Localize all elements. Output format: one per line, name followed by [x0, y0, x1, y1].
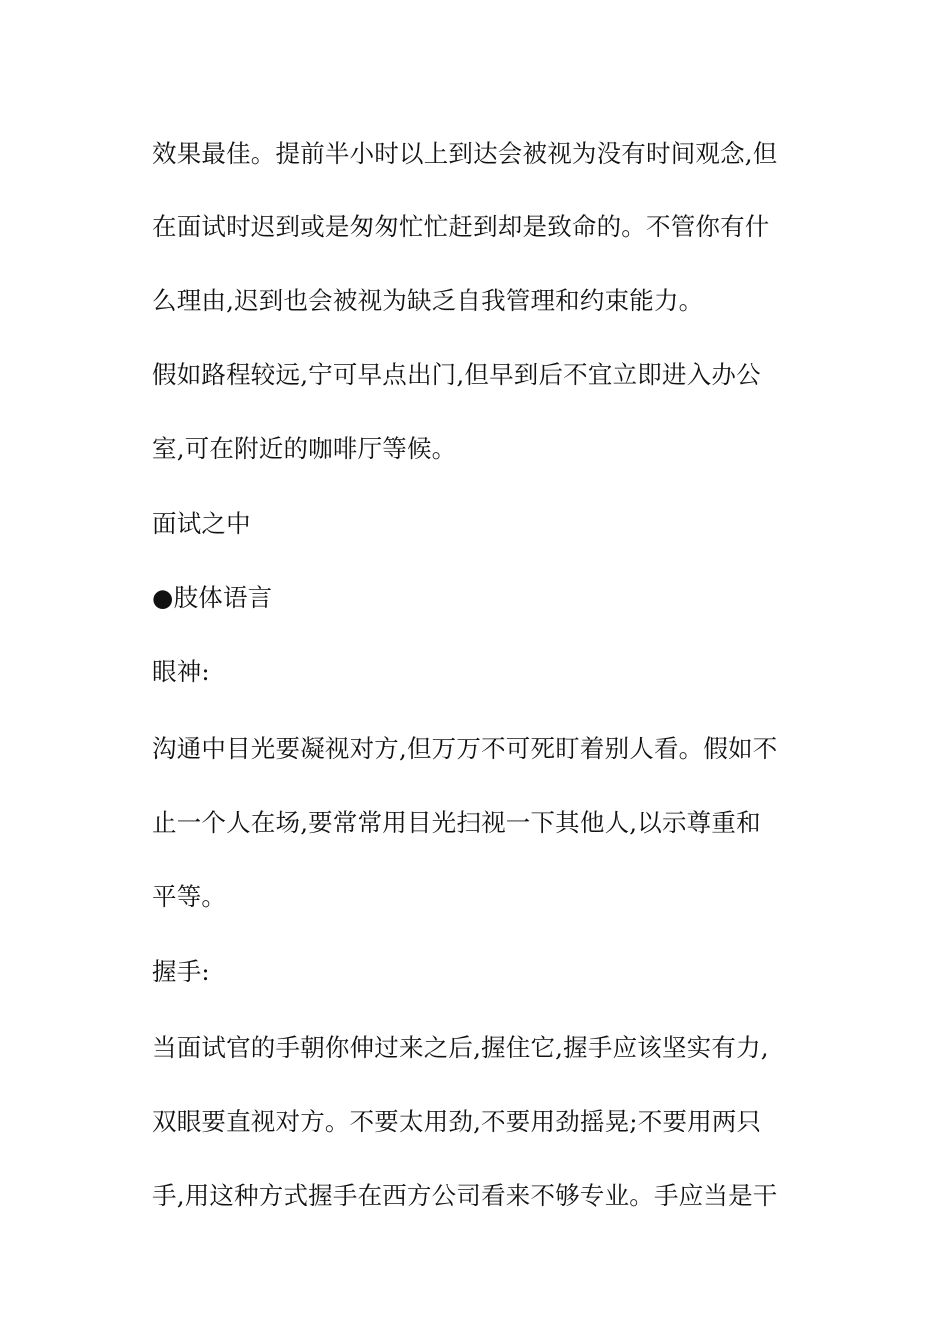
paragraph-2-line-2: 室,可在附近的咖啡厅等候。 — [152, 434, 457, 463]
paragraph-1-line-3: 么理由,迟到也会被视为缺乏自我管理和约束能力。 — [152, 286, 704, 315]
paragraph-3-line-3: 平等。 — [152, 882, 227, 911]
label-handshake: 握手: — [152, 957, 210, 986]
paragraph-3-line-2: 止一个人在场,要常常用目光扫视一下其他人,以示尊重和 — [152, 808, 761, 837]
paragraph-4-line-3: 手,用这种方式握手在西方公司看来不够专业。手应当是干 — [152, 1181, 778, 1210]
paragraph-1-line-1: 效果最佳。提前半小时以上到达会被视为没有时间观念,但 — [152, 139, 778, 168]
paragraph-1-line-2: 在面试时迟到或是匆匆忙忙赶到却是致命的。不管你有什 — [152, 212, 770, 241]
paragraph-4-line-1: 当面试官的手朝你伸过来之后,握住它,握手应该坚实有力, — [152, 1033, 769, 1062]
paragraph-2-line-1: 假如路程较远,宁可早点出门,但早到后不宜立即进入办公 — [152, 360, 761, 389]
label-eyes: 眼神: — [152, 657, 210, 686]
paragraph-3-line-1: 沟通中目光要凝视对方,但万万不可死盯着别人看。假如不 — [152, 734, 778, 763]
subsection-heading: ●肢体语言 — [152, 583, 273, 612]
paragraph-4-line-2: 双眼要直视对方。不要太用劲,不要用劲摇晃;不要用两只 — [152, 1107, 762, 1136]
section-heading: 面试之中 — [152, 509, 251, 538]
